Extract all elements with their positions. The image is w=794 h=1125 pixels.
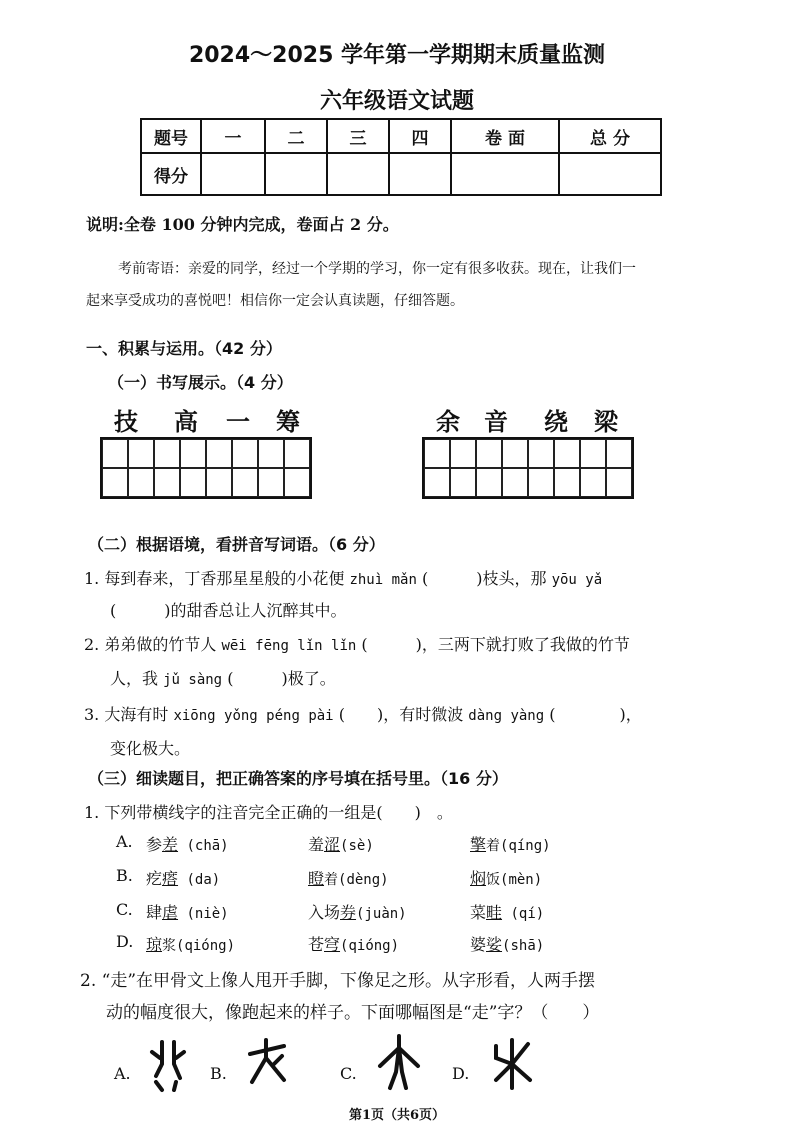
answer-blank[interactable]: ( )枝头，那 bbox=[421, 569, 547, 588]
score-table-cell: 总 分 bbox=[559, 119, 661, 153]
option-d-item-2: 苍穹(qióng) bbox=[308, 935, 400, 954]
idiom-char: 绕 bbox=[544, 408, 568, 436]
encouragement-line-1: 考前寄语：亲爱的同学，经过一个学期的学习，你一定有很多收获。现在，让我们一 bbox=[118, 261, 636, 277]
writing-grid-2[interactable] bbox=[422, 437, 634, 499]
option-a-item-1: 参差 (chā) bbox=[146, 835, 229, 854]
option-c-item-2: 入场券(juàn) bbox=[308, 903, 407, 922]
question-2-1-line1 bbox=[84, 566, 602, 589]
pinyin-text: wēi fēng lǐn lǐn bbox=[221, 638, 357, 654]
page-footer: 第1页（共6页） bbox=[348, 1108, 446, 1123]
oracle-glyph-a-image[interactable] bbox=[146, 1038, 190, 1094]
section3-title: （三）细读题目，把正确答案的序号填在括号里。（16 分） bbox=[88, 769, 508, 788]
option-label-a[interactable]: A. bbox=[116, 832, 133, 851]
question-3-2-line1: 2. “走”在甲骨文上像人甩开手脚，下像足之形。从字形看，人两手摆 bbox=[80, 971, 596, 991]
pinyin-text: yōu yǎ bbox=[551, 572, 603, 588]
encouragement-line-2: 起来享受成功的喜悦吧！相信你一定会认真读题，仔细答题。 bbox=[86, 293, 464, 309]
score-table-cell: 卷 面 bbox=[451, 119, 559, 153]
score-table-cell: 得分 bbox=[141, 153, 201, 195]
question-2-3-line2: 变化极大。 bbox=[110, 739, 191, 758]
question-text: 3. 大海有时 bbox=[84, 705, 169, 724]
exam-subtitle: 六年级语文试题 bbox=[319, 89, 474, 114]
glyph-option-label-b[interactable]: B. bbox=[210, 1064, 227, 1083]
oracle-glyph-d-image[interactable] bbox=[488, 1034, 538, 1092]
score-input-cell[interactable] bbox=[327, 153, 389, 195]
option-b-item-3: 焖饭(mèn) bbox=[470, 869, 543, 888]
oracle-glyph-c-image[interactable] bbox=[372, 1032, 426, 1092]
idiom-char: 技 bbox=[114, 408, 138, 436]
question-text: 1. 每到春来，丁香那星星般的小花便 bbox=[84, 569, 345, 588]
glyph-option-label-d[interactable]: D. bbox=[452, 1064, 470, 1083]
option-b-item-1: 疙瘩 (da) bbox=[146, 869, 221, 888]
idiom-char: 高 bbox=[174, 408, 198, 436]
option-b-item-2: 瞪着(dèng) bbox=[308, 869, 389, 888]
question-2-3-line1 bbox=[84, 702, 642, 725]
score-table-cell: 题号 bbox=[141, 119, 201, 153]
exam-title: 2024～2025 学年第一学期期末质量监测 bbox=[188, 43, 606, 68]
pinyin-text: jǔ sàng bbox=[163, 672, 223, 688]
score-table-cell: 一 bbox=[201, 119, 265, 153]
answer-blank[interactable]: ( )， bbox=[549, 705, 642, 724]
option-label-d[interactable]: D. bbox=[116, 932, 134, 951]
score-table-cell: 三 bbox=[327, 119, 389, 153]
pinyin-text: xiōng yǒng péng pài bbox=[173, 708, 334, 724]
score-table-score-row bbox=[141, 153, 661, 195]
score-input-cell[interactable] bbox=[201, 153, 265, 195]
pinyin-text: zhuì mǎn bbox=[349, 572, 417, 588]
answer-blank[interactable]: ( )极了。 bbox=[227, 669, 336, 688]
question-2-2-line2 bbox=[110, 666, 336, 689]
writing-grid-1[interactable] bbox=[100, 437, 312, 499]
exam-instructions: 说明:全卷 100 分钟内完成，卷面占 2 分。 bbox=[86, 215, 399, 234]
question-3-1: 1. 下列带横线字的注音完全正确的一组是( ) 。 bbox=[84, 803, 453, 822]
section1-title: （一）书写展示。（4 分） bbox=[108, 373, 293, 392]
question-3-2-line2: 动的幅度很大，像跑起来的样子。下面哪幅图是“走”字？（ ） bbox=[106, 1003, 600, 1023]
pinyin-text: dàng yàng bbox=[468, 708, 545, 724]
question-text: 人，我 bbox=[110, 669, 159, 688]
answer-blank[interactable]: ( )，三两下就打败了我做的竹节 bbox=[361, 635, 630, 654]
oracle-glyph-b-image[interactable] bbox=[244, 1036, 294, 1092]
question-2-1-line2[interactable]: ( )的甜香总让人沉醉其中。 bbox=[110, 601, 347, 620]
option-label-c[interactable]: C. bbox=[116, 900, 133, 919]
option-a-item-2: 羞涩(sè) bbox=[308, 835, 374, 854]
option-d-item-1: 琼浆(qióng) bbox=[146, 935, 236, 954]
idiom-char: 余 bbox=[436, 408, 460, 436]
question-2-2-line1 bbox=[84, 632, 630, 655]
score-table bbox=[140, 118, 662, 196]
idiom-char: 筹 bbox=[276, 408, 300, 436]
section2-title: （二）根据语境，看拼音写词语。（6 分） bbox=[88, 535, 385, 554]
glyph-option-label-a[interactable]: A. bbox=[114, 1064, 131, 1083]
score-table-cell: 二 bbox=[265, 119, 327, 153]
glyph-option-label-c[interactable]: C. bbox=[340, 1064, 357, 1083]
answer-blank[interactable]: ( )，有时微波 bbox=[338, 705, 464, 724]
idiom-char: 一 bbox=[226, 408, 250, 436]
idiom-char: 梁 bbox=[594, 408, 618, 436]
option-d-item-3: 婆娑(shā) bbox=[470, 935, 545, 954]
score-table-header-row bbox=[141, 119, 661, 153]
option-c-item-3: 菜畦 (qí) bbox=[470, 903, 545, 922]
score-input-cell[interactable] bbox=[389, 153, 451, 195]
part1-title: 一、积累与运用。（42 分） bbox=[86, 339, 282, 358]
question-text: 2. 弟弟做的竹节人 bbox=[84, 635, 217, 654]
score-input-cell[interactable] bbox=[559, 153, 661, 195]
option-a-item-3: 擎着(qíng) bbox=[470, 835, 551, 854]
score-table-cell: 四 bbox=[389, 119, 451, 153]
score-input-cell[interactable] bbox=[265, 153, 327, 195]
option-c-item-1: 肆虐 (niè) bbox=[146, 903, 229, 922]
idiom-char: 音 bbox=[484, 408, 508, 436]
score-input-cell[interactable] bbox=[451, 153, 559, 195]
option-label-b[interactable]: B. bbox=[116, 866, 133, 885]
